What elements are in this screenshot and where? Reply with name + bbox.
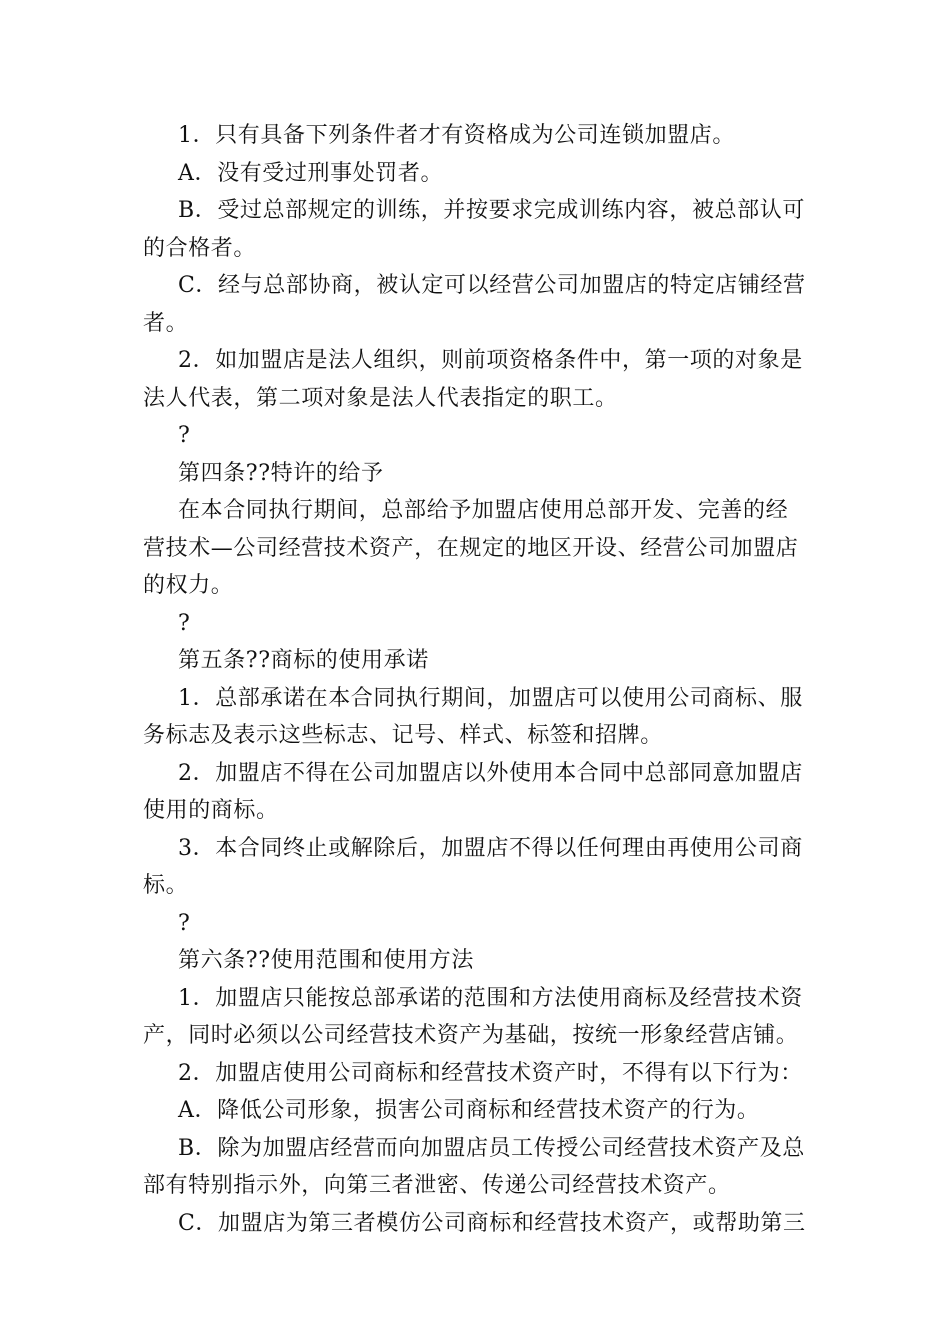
clause-legal-entity-item: 2．如加盟店是法人组织，则前项资格条件中，第一项的对象是法人代表，第二项对象是法人代表指定的职工。 bbox=[143, 348, 803, 411]
prohibited-act-a: A．降低公司形象，损害公司商标和经营技术资产的行为。 bbox=[178, 1098, 760, 1123]
article-5-item-3: 3．本合同终止或解除后，加盟店不得以任何理由再使用公司商标。 bbox=[143, 835, 803, 898]
article-4-heading: 第四条??特许的给予 bbox=[178, 460, 384, 486]
document-body bbox=[143, 117, 808, 1242]
article-5-heading: 第五条??商标的使用承诺 bbox=[178, 648, 429, 673]
placeholder-mark: ? bbox=[178, 910, 191, 936]
qualification-condition-b: B．受过总部规定的训练，并按要求完成训练内容，被总部认可的合格者。 bbox=[143, 198, 805, 261]
qualification-condition-a: A．没有受过刑事处罚者。 bbox=[178, 160, 444, 186]
article-6-heading: 第六条??使用范围和使用方法 bbox=[178, 948, 474, 973]
article-6-item-2: 2．加盟店使用公司商标和经营技术资产时，不得有以下行为： bbox=[178, 1060, 803, 1086]
article-5-item-1: 1．总部承诺在本合同执行期间，加盟店可以使用公司商标、服务标志及表示这些标志、记号、样式、标签和招牌。 bbox=[143, 685, 803, 748]
prohibited-act-c: C．加盟店为第三者模仿公司商标和经营技术资产，或帮助第三 bbox=[178, 1210, 806, 1236]
placeholder-mark: ? bbox=[178, 610, 191, 636]
article-4-body: 在本合同执行期间，总部给予加盟店使用总部开发、完善的经营技术—公司经营技术资产，在规定的地区开设、经营公司加盟店的权力。 bbox=[143, 498, 799, 598]
qualification-condition-c: C．经与总部协商，被认定可以经营公司加盟店的特定店铺经营者。 bbox=[143, 273, 806, 336]
article-5-item-2: 2．加盟店不得在公司加盟店以外使用本合同中总部同意加盟店使用的商标。 bbox=[143, 760, 803, 823]
placeholder-mark: ? bbox=[178, 423, 191, 448]
prohibited-act-b: B．除为加盟店经营而向加盟店员工传授公司经营技术资产及总部有特别指示外，向第三者泄密、传递公司经营技术资产。 bbox=[143, 1135, 805, 1198]
article-6-item-1: 1．加盟店只能按总部承诺的范围和方法使用商标及经营技术资产，同时必须以公司经营技术资产为基础，按统一形象经营店铺。 bbox=[143, 985, 803, 1048]
clause-qualification-item: 1．只有具备下列条件者才有资格成为公司连锁加盟店。 bbox=[178, 123, 735, 148]
